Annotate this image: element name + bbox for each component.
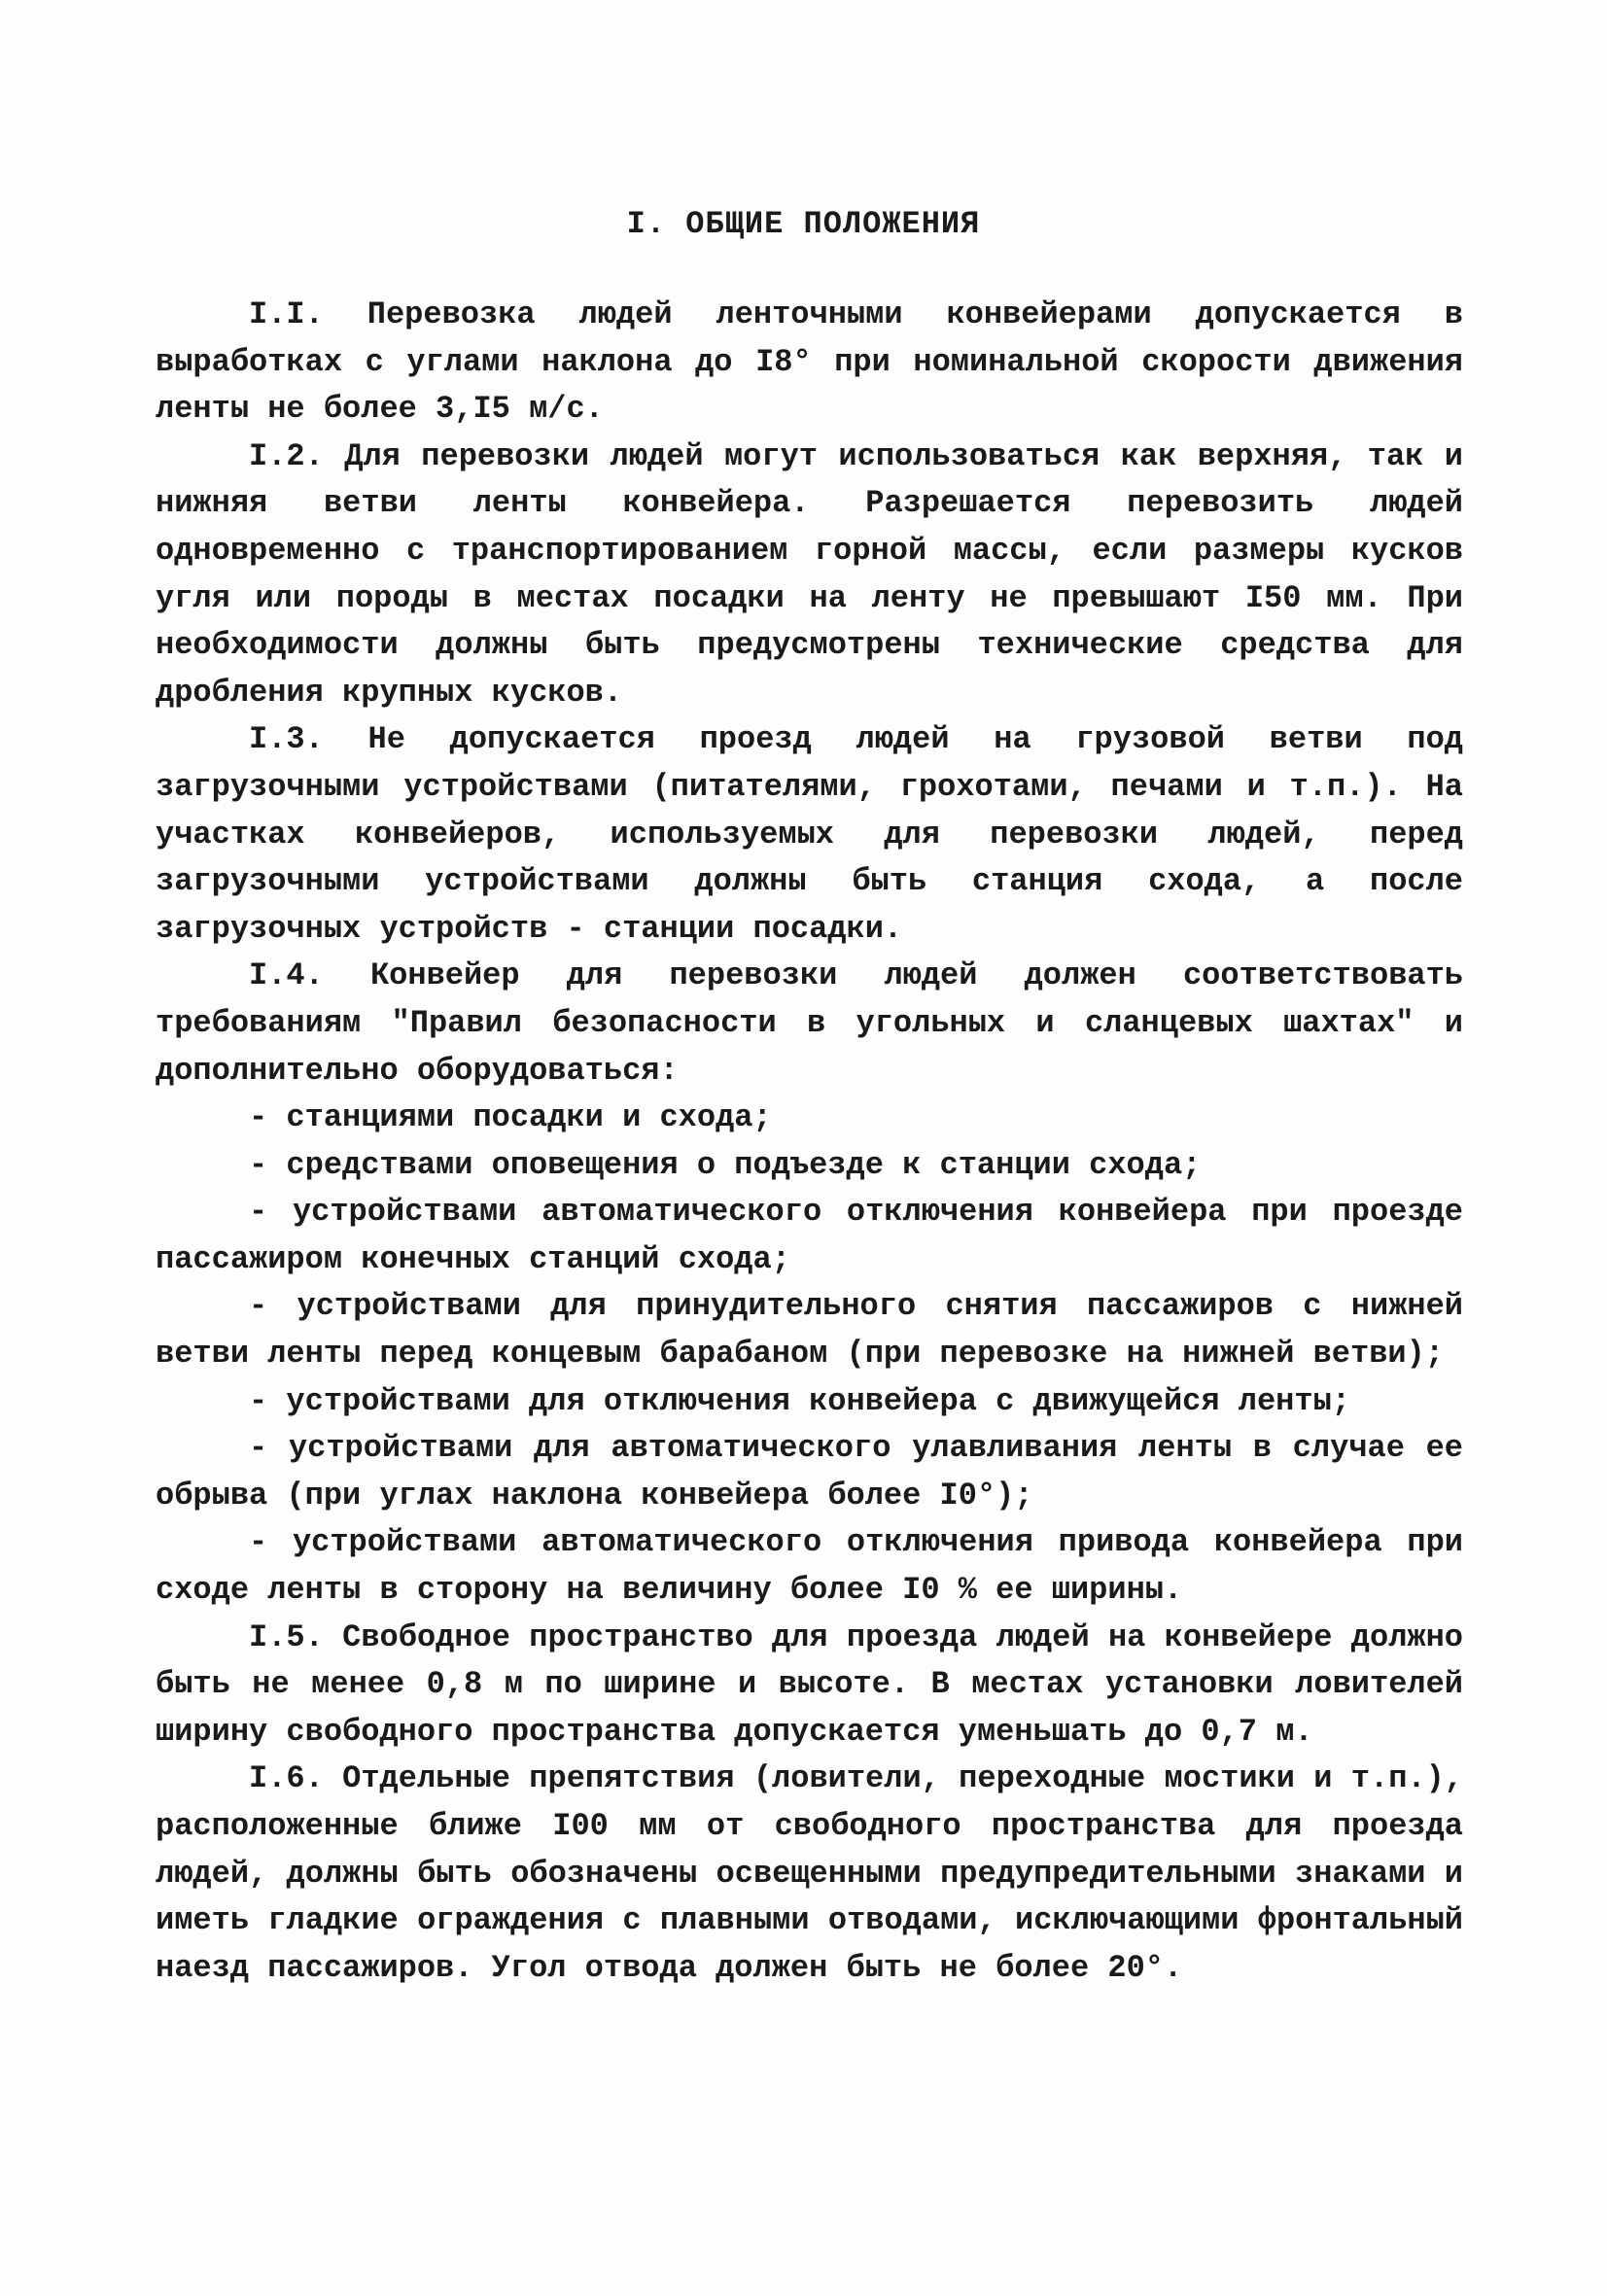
section-number: I.2. [249, 437, 324, 474]
section-1-5 [156, 1615, 1463, 1757]
list-item: - устройствами для автоматического улавливания ленты в случае ее обрыва (при углах наклона конвейера более I0°); [156, 1430, 1463, 1513]
section-text: Перевозка людей ленточными конвейерами допускается в выработках с углами наклона до I8° при номинальной скорости движения ленты не более 3,I5 м/с. [156, 296, 1464, 428]
list-item: - средствами оповещения о подъезде к станции схода; [249, 1146, 1202, 1183]
section-number: I.I. [249, 296, 324, 332]
section-text: Свободное пространство для проезда людей на конвейере должно быть не менее 0,8 м по ширине и высоте. В местах установки ловителей ширину свободного пространства допускается уменьшать до 0,7 м. [156, 1618, 1464, 1750]
section-number: I.6. [249, 1760, 324, 1797]
section-text: Конвейер для перевозки людей должен соответствовать требованиям "Правил безопасности в угольных и сланцевых шахтах" и дополнительно оборудоваться: [156, 957, 1463, 1089]
section-1-4 [156, 953, 1463, 1095]
section-1-2 [156, 434, 1463, 717]
section-1-3 [156, 716, 1463, 953]
section-text: Не допускается проезд людей на грузовой ветви под загрузочными устройствами (питателями, грохотами, печами и т.п.). На участках конвейеров, используемых для перевозки людей, перед загрузочными устройствами должны быть станция схода, а после загрузочных устройств - станции посадки. [156, 721, 1464, 947]
section-1-1 [156, 292, 1463, 434]
section-number: I.4. [249, 957, 324, 994]
section-number: I.5. [249, 1618, 324, 1655]
list-item: - устройствами для принудительного снятия пассажиров с нижней ветви ленты перед концевым барабаном (при перевозке на нижней ветви); [156, 1288, 1463, 1373]
document-body [156, 292, 1463, 1992]
page-title: I. ОБЩИЕ ПОЛОЖЕНИЯ [626, 206, 981, 242]
section-text: Отдельные препятствия (ловители, переходные мостики и т.п.), расположенные ближе I00 мм от свободного пространства для проезда людей, должны быть обозначены освещенными предупредительными знаками и иметь гладкие ограждения с плавными отводами, исключающими фронтальный наезд пассажиров. Угол отвода должен быть не более 20°. [156, 1760, 1464, 1986]
section-number: I.3. [249, 721, 324, 758]
list-item: - устройствами автоматического отключения привода конвейера при сходе ленты в сторону на величину более I0 % ее ширины. [156, 1524, 1463, 1609]
section-1-6 [156, 1756, 1463, 1992]
section-text: Для перевозки людей могут использоваться как верхняя, так и нижняя ветви ленты конвейера. Разрешается перевозить людей одновременно с транспортированием горной массы, если размеры кусков угля или породы в местах посадки на ленту не превышают I50 мм. При необходимости должны быть предусмотрены технические средства для дробления крупных кусков. [156, 437, 1464, 711]
list-item: - устройствами для отключения конвейера с движущейся ленты; [249, 1382, 1350, 1419]
list-item: - станциями посадки и схода; [249, 1099, 772, 1136]
list-item: - устройствами автоматического отключения конвейера при проезде пассажиром конечных станций схода; [156, 1194, 1463, 1277]
